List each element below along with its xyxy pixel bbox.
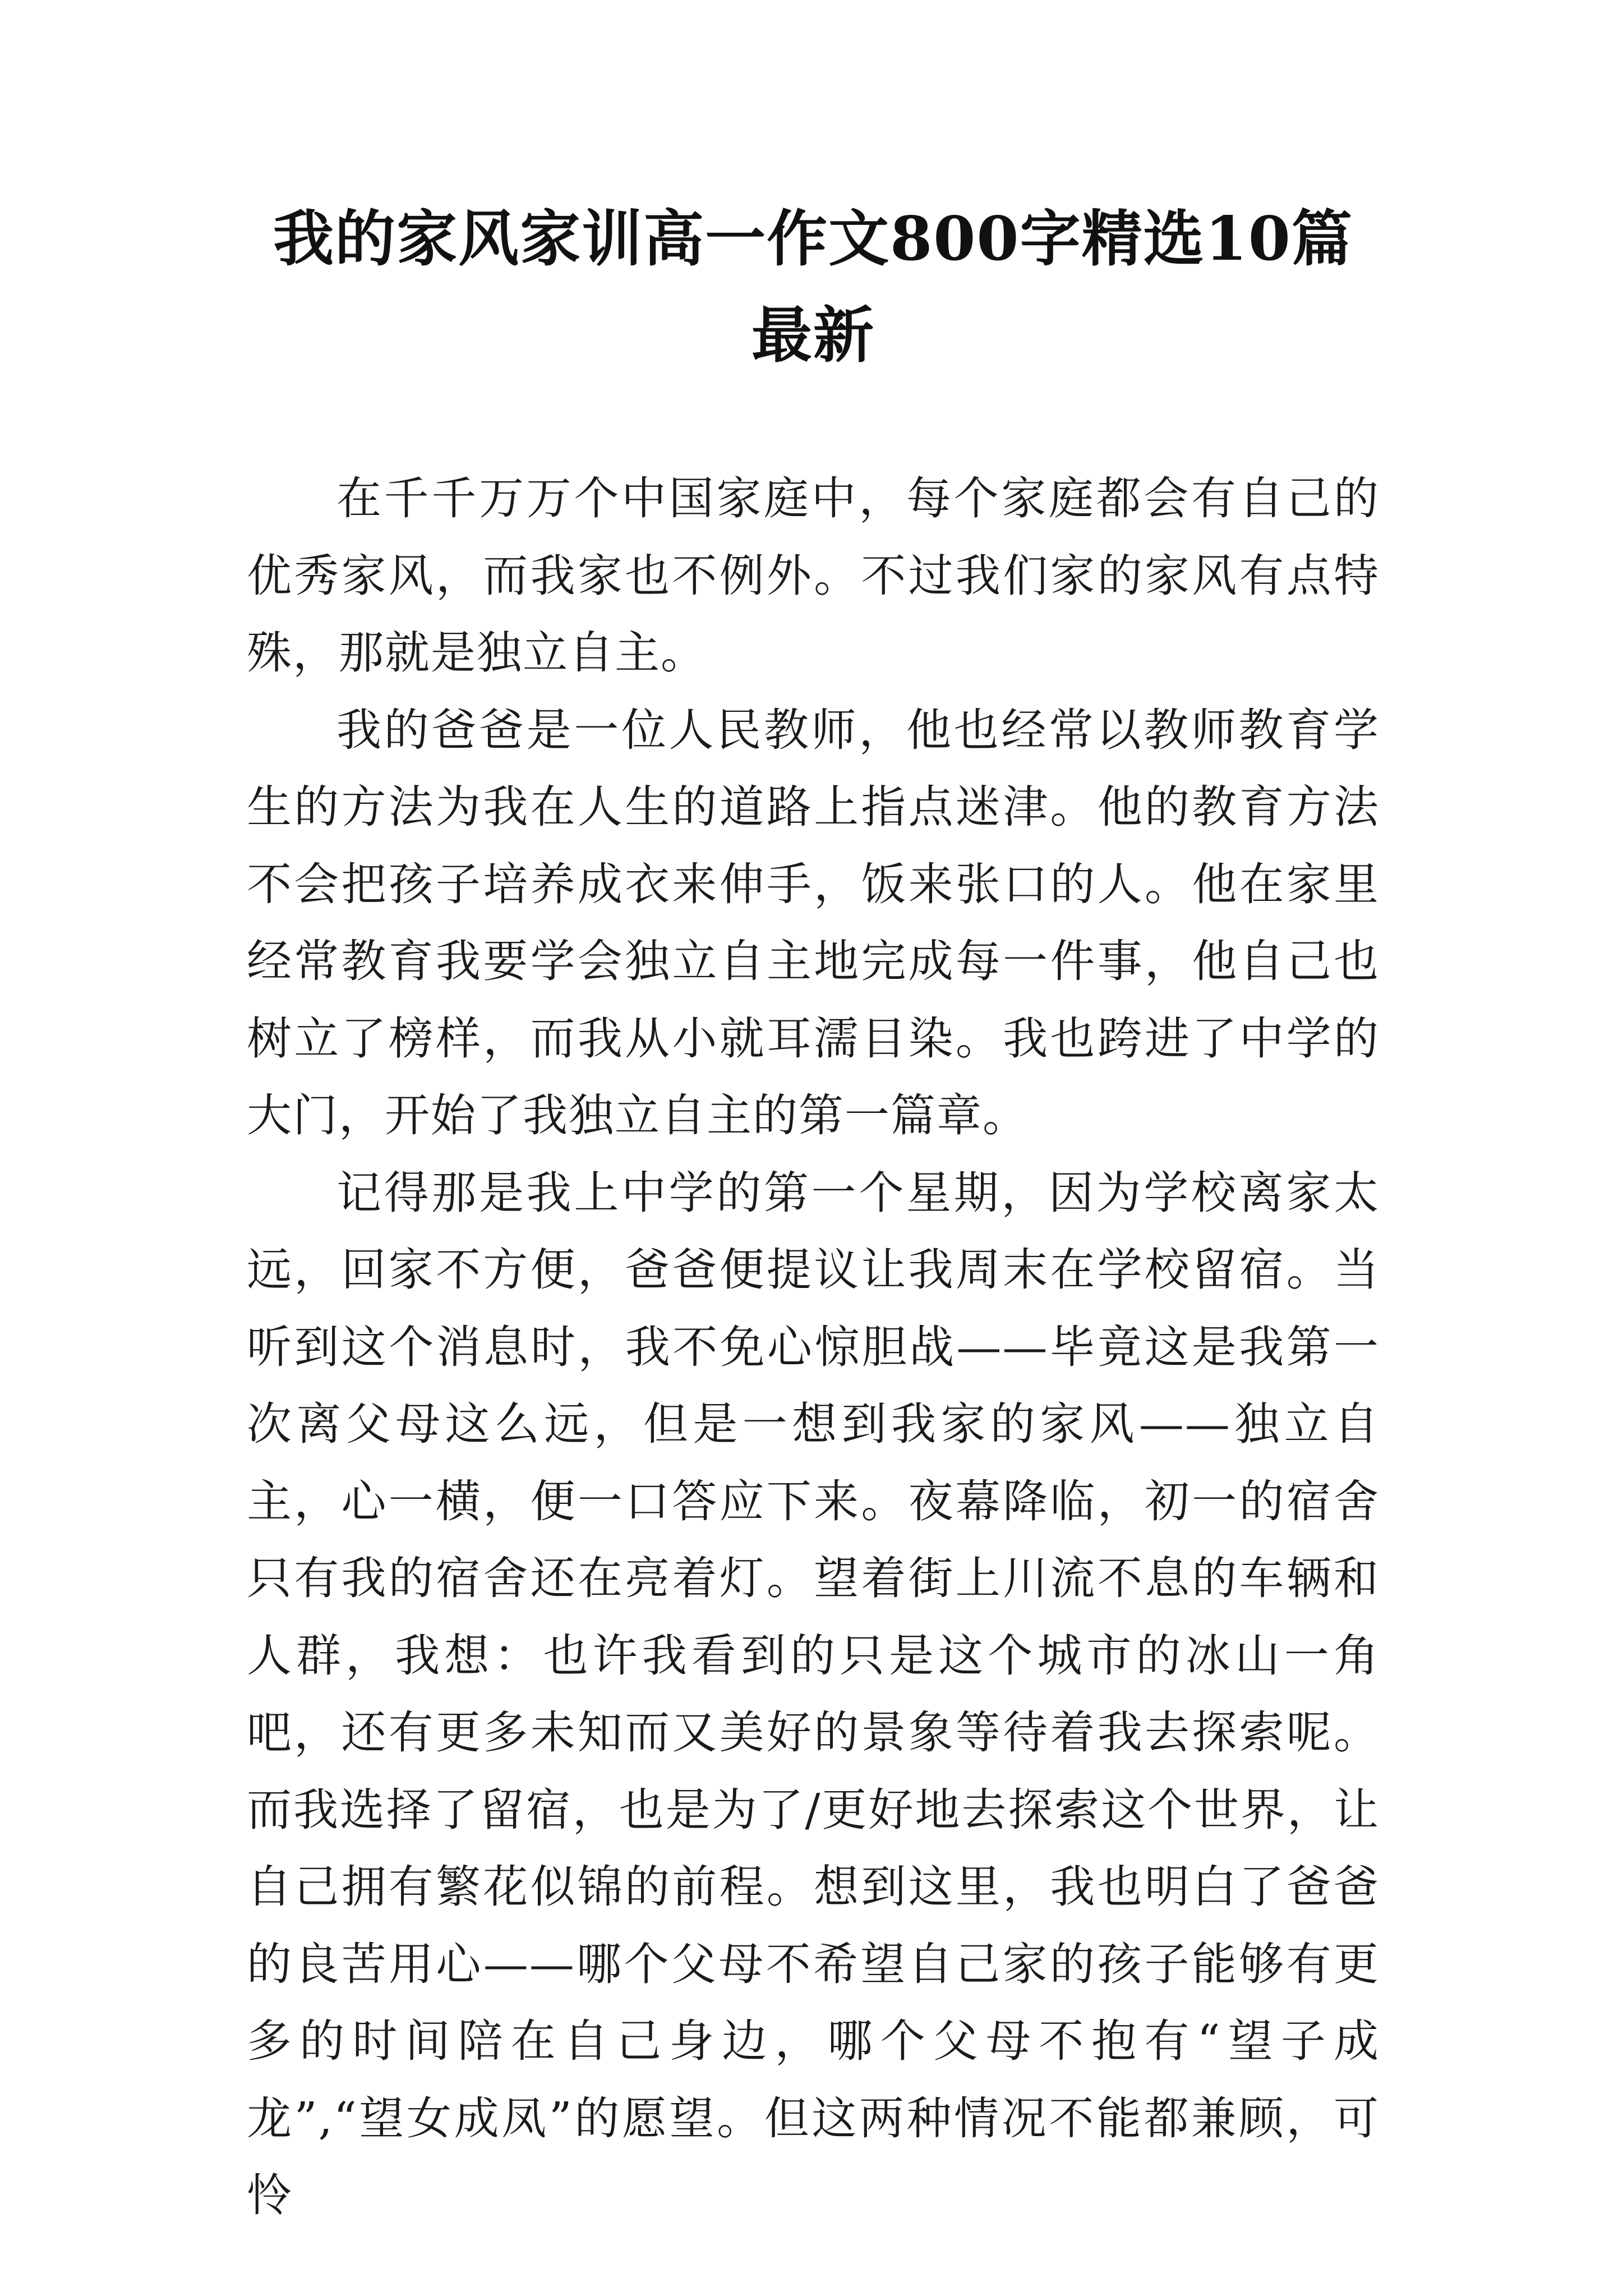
document-body	[247, 460, 1380, 2234]
paragraph-2: 我的爸爸是一位人民教师，他也经常以教师教育学生的方法为我在人生的道路上指点迷津。他的教育方法不会把孩子培养成衣来伸手，饭来张口的人。他在家里经常教育我要学会独立自主地完成每一件事，他自己也树立了榜样，而我从小就耳濡目染。我也跨进了中学的大门，开始了我独立自主的第一篇章。	[247, 703, 1380, 1142]
paragraph-1: 在千千万万个中国家庭中，每个家庭都会有自己的优秀家风，而我家也不例外。不过我们家的家风有点特殊，那就是独立自主。	[247, 472, 1380, 679]
document-title: 我的家风家训高一作文800字精选10篇最新	[273, 204, 1353, 371]
paragraph-3: 记得那是我上中学的第一个星期，因为学校离家太远，回家不方便，爸爸便提议让我周末在学校留宿。当听到这个消息时，我不免心惊胆战——毕竟这是我第一次离父母这么远，但是一想到我家的家风——独立自主，心一横，便一口答应下来。夜幕降临，初一的宿舍只有我的宿舍还在亮着灯。望着街上川流不息的车辆和人群，我想：也许我看到的只是这个城市的冰山一角吧，还有更多未知而又美好的景象等待着我去探索呢。而我选择了留宿，也是为了/更好地去探索这个世界，让自己拥有繁花似锦的前程。想到这里，我也明白了爸爸的良苦用心——哪个父母不希望自己家的孩子能够有更多的时间陪在自己身边，哪个父母不抱有“望子成龙”,“望女成凤”的愿望。但这两种情况不能都兼顾，可怜	[247, 1166, 1380, 2221]
